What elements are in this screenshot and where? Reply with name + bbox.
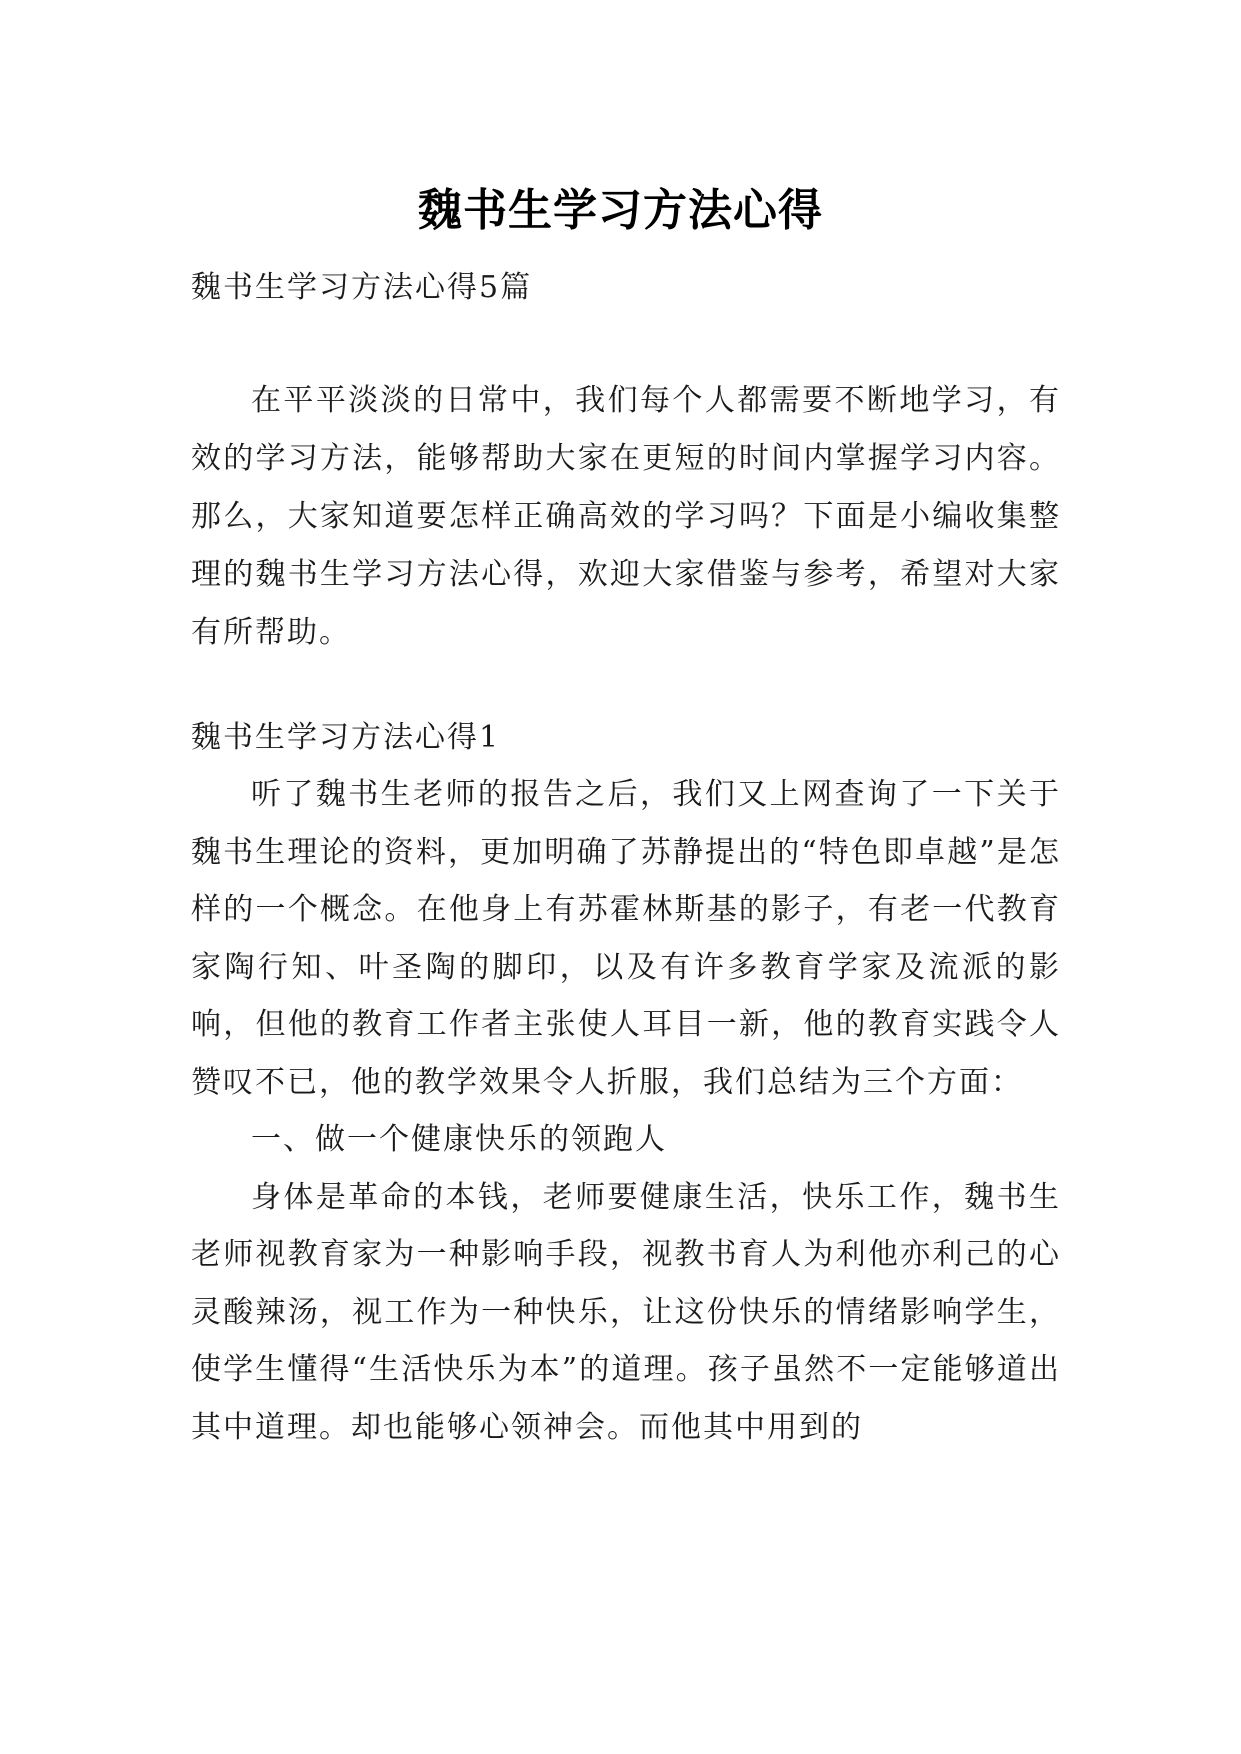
body-paragraph: 听了魏书生老师的报告之后，我们又上网查询了一下关于魏书生理论的资料，更加明确了苏静提出的“特色即卓越”是怎样的一个概念。在他身上有苏霍林斯基的影子，有老一代教育家陶行知、叶圣陶的脚印，以及有许多教育学家及流派的影响，但他的教育工作者主张使人耳目一新，他的教育实践令人赞叹不已，他的教学效果令人折服，我们总结为三个方面： (191, 777, 1061, 1100)
document-body (191, 260, 1061, 1456)
spacer (191, 316, 1061, 372)
intro-paragraph: 在平平淡淡的日常中，我们每个人都需要不断地学习，有效的学习方法，能够帮助大家在更短的时间内掌握学习内容。那么，大家知道要怎样正确高效的学习吗？下面是小编收集整理的魏书生学习方法心得，欢迎大家借鉴与参考，希望对大家有所帮助。 (191, 383, 1061, 650)
body-paragraph: 身体是革命的本钱，老师要健康生活，快乐工作，魏书生老师视教育家为一种影响手段，视教书育人为利他亦利己的心灵酸辣汤，视工作为一种快乐，让这份快乐的情绪影响学生，使学生懂得“生活快乐为本”的道理。孩子虽然不一定能够道出其中道理。却也能够心领神会。而他其中用到的 (191, 1179, 1061, 1445)
section-subheading: 一、做一个健康快乐的领跑人 (251, 1122, 667, 1157)
spacer (191, 662, 1061, 710)
document-subtitle: 魏书生学习方法心得5篇 (191, 270, 533, 305)
document-title: 魏书生学习方法心得 (418, 185, 823, 237)
section-heading: 魏书生学习方法心得1 (191, 720, 501, 755)
